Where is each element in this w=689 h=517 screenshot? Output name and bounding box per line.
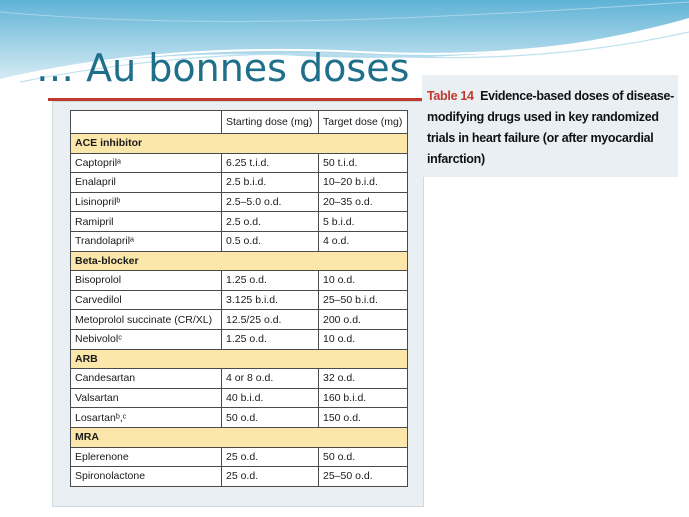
group-row	[71, 251, 408, 271]
target-dose-cell: 160 b.i.d.	[319, 388, 408, 408]
starting-dose-cell: 2.5 o.d.	[222, 212, 319, 232]
table-row	[71, 310, 408, 330]
group-label: Beta-blocker	[71, 251, 408, 271]
table-caption	[427, 86, 677, 170]
table-row	[71, 271, 408, 291]
table-row	[71, 447, 408, 467]
starting-dose-cell: 0.5 o.d.	[222, 231, 319, 251]
drug-name-cell: Enalapril	[71, 173, 222, 193]
target-dose-cell: 150 o.d.	[319, 408, 408, 428]
table-panel	[52, 101, 424, 507]
drug-name-cell: Carvedilol	[71, 290, 222, 310]
caption-box	[422, 75, 678, 177]
drug-name-cell: Nebivololᶜ	[71, 329, 222, 349]
group-row	[71, 349, 408, 369]
table-row	[71, 153, 408, 173]
table-row	[71, 212, 408, 232]
drug-name-cell: Bisoprolol	[71, 271, 222, 291]
drug-name-cell: Valsartan	[71, 388, 222, 408]
target-dose-cell: 200 o.d.	[319, 310, 408, 330]
starting-dose-cell: 1.25 o.d.	[222, 329, 319, 349]
drug-name-cell: Ramipril	[71, 212, 222, 232]
target-dose-cell: 4 o.d.	[319, 231, 408, 251]
table-row	[71, 369, 408, 389]
table-label: Table 14	[427, 89, 474, 103]
starting-dose-cell: 2.5–5.0 o.d.	[222, 192, 319, 212]
drug-name-cell: Metoprolol succinate (CR/XL)	[71, 310, 222, 330]
starting-dose-cell: 25 o.d.	[222, 467, 319, 487]
group-label: ARB	[71, 349, 408, 369]
target-dose-cell: 50 o.d.	[319, 447, 408, 467]
table-row	[71, 192, 408, 212]
table-row	[71, 290, 408, 310]
table-row	[71, 408, 408, 428]
starting-dose-cell: 25 o.d.	[222, 447, 319, 467]
starting-dose-cell: 6.25 t.i.d.	[222, 153, 319, 173]
target-dose-cell: 20–35 o.d.	[319, 192, 408, 212]
group-label: ACE inhibitor	[71, 134, 408, 154]
starting-dose-cell: 40 b.i.d.	[222, 388, 319, 408]
target-dose-cell: 10 o.d.	[319, 329, 408, 349]
target-dose-cell: 25–50 o.d.	[319, 467, 408, 487]
drug-name-cell: Captoprilᵃ	[71, 153, 222, 173]
target-dose-cell: 50 t.i.d.	[319, 153, 408, 173]
table-row	[71, 467, 408, 487]
starting-dose-cell: 12.5/25 o.d.	[222, 310, 319, 330]
target-dose-cell: 10–20 b.i.d.	[319, 173, 408, 193]
drug-name-cell: Eplerenone	[71, 447, 222, 467]
target-dose-cell: 25–50 b.i.d.	[319, 290, 408, 310]
column-header: Target dose (mg)	[319, 111, 408, 134]
starting-dose-cell: 2.5 b.i.d.	[222, 173, 319, 193]
target-dose-cell: 10 o.d.	[319, 271, 408, 291]
drug-name-cell: Trandolaprilᵃ	[71, 231, 222, 251]
starting-dose-cell: 3.125 b.i.d.	[222, 290, 319, 310]
starting-dose-cell: 4 or 8 o.d.	[222, 369, 319, 389]
table-row	[71, 173, 408, 193]
table-row	[71, 329, 408, 349]
table-header-row	[71, 111, 408, 134]
column-header	[71, 111, 222, 134]
group-row	[71, 427, 408, 447]
drug-name-cell: Lisinoprilᵇ	[71, 192, 222, 212]
drug-name-cell: Spironolactone	[71, 467, 222, 487]
table-row	[71, 231, 408, 251]
starting-dose-cell: 50 o.d.	[222, 408, 319, 428]
dose-table	[70, 110, 408, 487]
table-row	[71, 388, 408, 408]
starting-dose-cell: 1.25 o.d.	[222, 271, 319, 291]
group-row	[71, 134, 408, 154]
slide-title: … Au bonnes doses	[36, 46, 410, 90]
caption-text: Evidence-based doses of disease-modifying drugs used in key randomized trials in heart failure (or after myocardial infarction)	[427, 89, 675, 166]
drug-name-cell: Candesartan	[71, 369, 222, 389]
drug-name-cell: Losartanᵇ,ᶜ	[71, 408, 222, 428]
target-dose-cell: 32 o.d.	[319, 369, 408, 389]
column-header: Starting dose (mg)	[222, 111, 319, 134]
group-label: MRA	[71, 427, 408, 447]
target-dose-cell: 5 b.i.d.	[319, 212, 408, 232]
